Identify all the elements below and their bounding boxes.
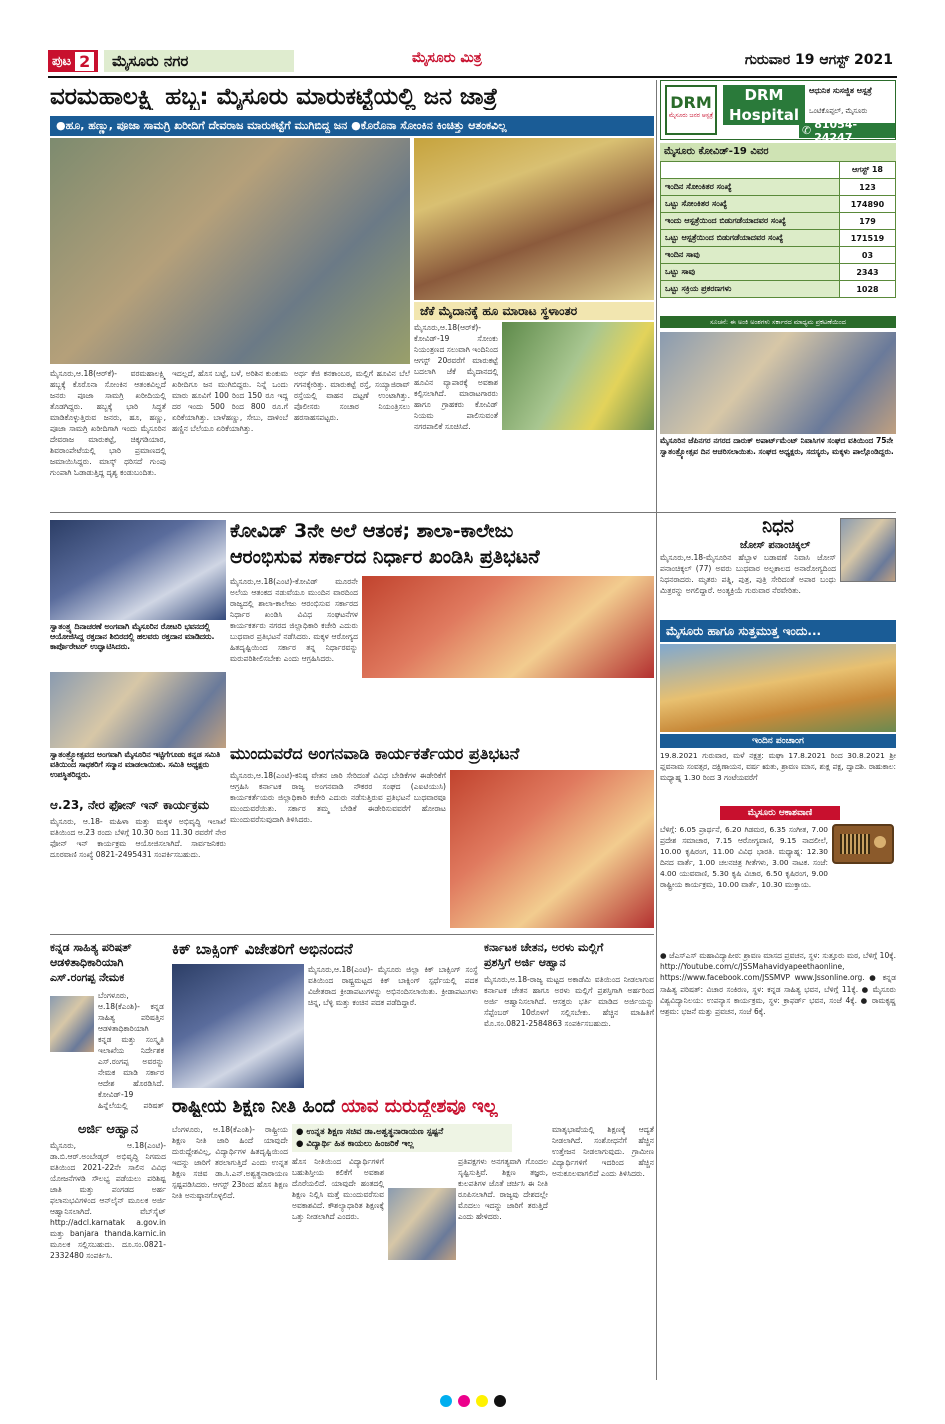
page-label: ಪುಟ xyxy=(52,53,72,69)
kickboxing-text: ಮೈಸೂರು,ಆ.18(ಎಂಟಿ)- ಮೈಸೂರು ಜಿಲ್ಲಾ ಕಿಕ್ ಬಾಕ್ಸಿಂಗ್ ಸಂಸ್ಥೆ ವತಿಯಿಂದ ರಾಷ್ಟ್ರಮಟ್ಟದ ಕಿಕ್ ಬಾಕ್ಸಿಂಗ್ ಸ್ಪರ್ಧೆಯಲ್ಲಿ ಪದಕ ವಿಜೇತರಾದ ಕ್ರೀಡಾಪಟುಗಳನ್ನು ಅಭಿನಂದಿಸಲಾಯಿತು. ಕ್ರೀಡಾಪಟುಗಳು ಚಿನ್ನ, ಬೆಳ್ಳಿ ಮತ್ತು ಕಂಚಿನ ಪದಕ ಪಡೆದಿದ್ದಾರೆ. xyxy=(308,965,478,1007)
chetana-headline-1: ಕರ್ನಾಟಕ ಚೇತನ, ಅರಳು ಮಲ್ಲಿಗೆ xyxy=(484,941,604,954)
anganwadi-text: ಮೈಸೂರು,ಆ.18(ಎಂಟಿ)-ಕನಿಷ್ಠ ವೇತನ ಜಾರಿ ಸೇರಿದಂತೆ ವಿವಿಧ ಬೇಡಿಕೆಗಳ ಈಡೇರಿಕೆಗೆ ಆಗ್ರಹಿಸಿ ಕರ್ನಾಟಕ ರಾಜ್ಯ ಅಂಗನವಾಡಿ ನೌಕರರ ಸಂಘದ (ಎಐಟಿಯುಸಿ) ಕಾರ್ಯಕರ್ತೆಯರು ಜಿಲ್ಲಾಧಿಕಾರಿ ಕಚೇರಿ ಎದುರು ನಡೆಸುತ್ತಿರುವ ಪ್ರತಿಭಟನೆ ಬುಧವಾರವೂ ಮುಂದುವರೆಯಿತು. ಸರ್ಕಾರ ತಮ್ಮ ಬೇಡಿಕೆ ಈಡೇರಿಸುವವರೆಗೆ ಹೋರಾಟ ಮುಂದುವರೆಸುವುದಾಗಿ ತಿಳಿಸಿದರು. xyxy=(230,771,446,824)
programs-listing: ● ಜೆಎಸ್‌ಎಸ್ ಮಹಾವಿದ್ಯಾಪೀಠ: ಶ್ರಾವಣ ಮಾಸದ ಪ್ರವಚನ, ಸ್ಥಳ: ಸುತ್ತೂರು ಮಠ, ಬೆಳಿಗ್ಗೆ 10ಕ್ಕೆ. http://Youtube.com/c/JSSMahavidyapeethaonline, https://www.facebook.com/JSSMVP www.Jssonline.org. ● ಕನ್ನಡ ಸಾಹಿತ್ಯ ಪರಿಷತ್: ವಿಚಾರ ಸಂಕಿರಣ, ಸ್ಥಳ: ಕನ್ನಡ ಸಾಹಿತ್ಯ ಭವನ, ಬೆಳಿಗ್ಗೆ 11ಕ್ಕೆ. ● ಮೈಸೂರು ವಿಶ್ವವಿದ್ಯಾನಿಲಯ: ಉಪನ್ಯಾಸ ಕಾರ್ಯಕ್ರಮ, ಸ್ಥಳ: ಕ್ರಾಫರ್ಡ್ ಭವನ, ಸಂಜೆ 4ಕ್ಕೆ. ● ರಾಮಕೃಷ್ಣ ಆಶ್ರಮ: ಭಜನೆ ಮತ್ತು ಪ್ರವಚನ, ಸಂಜೆ 6ಕ್ಕೆ. xyxy=(660,951,896,1017)
nep-text-col2: ಹೊಸ ನೀತಿಯಿಂದ ವಿದ್ಯಾರ್ಥಿಗಳಿಗೆ ಬಹುಶಿಸ್ತೀಯ ಕಲಿಕೆಗೆ ಅವಕಾಶ ದೊರೆಯಲಿದೆ. ಯಾವುದೇ ಹಂತದಲ್ಲಿ ಶಿಕ್ಷಣ ನಿಲ್ಲಿಸಿ ಮತ್ತೆ ಮುಂದುವರೆಸುವ ಅವಕಾಶವಿದೆ. ಕೌಶಲ್ಯಾಧಾರಿತ ಶಿಕ್ಷಣಕ್ಕೆ ಒತ್ತು ನೀಡಲಾಗಿದೆ ಎಂದರು. xyxy=(292,1157,384,1221)
chetana-headline xyxy=(484,940,654,970)
table-row: ಒಟ್ಟು ಸೋಂಕಿತರ ಸಂಖ್ಯೆ 174890 xyxy=(661,196,896,213)
flower-market-photo xyxy=(414,138,654,300)
kasapa-headline-1: ಕನ್ನಡ ಸಾಹಿತ್ಯ ಪರಿಷತ್ xyxy=(50,941,132,954)
lead-text-col3: ಅರ್ಧ ಕೆಜಿ ಕನಕಾಂಬರ, ಮಲ್ಲಿಗೆ ಹೂವಿನ ಬೆಲೆ ಗಗನಕ್ಕೇರಿತ್ತು. ಮಾರುಕಟ್ಟೆ ರಸ್ತೆ, ಸಯ್ಯಾಜಿರಾವ್ ರಸ್ತೆಯಲ್ಲಿ ವಾಹನ ದಟ್ಟಣೆ ಉಂಟಾಗಿತ್ತು. ಪೊಲೀಸರು ಸಂಚಾರ ನಿಯಂತ್ರಿಸಲು ಹರಸಾಹಸಪಟ್ಟರು. xyxy=(294,369,410,422)
chetana-text: ಮೈಸೂರು,ಆ.18-ರಾಜ್ಯ ಮಟ್ಟದ ಅಕಾಡೆಮಿ ವತಿಯಿಂದ ನೀಡಲಾಗುವ ಕರ್ನಾಟಕ ಚೇತನ ಹಾಗೂ ಅರಳು ಮಲ್ಲಿಗೆ ಪ್ರಶಸ್ತಿಗಾಗಿ ಅರ್ಹರಿಂದ ಅರ್ಜಿ ಆಹ್ವಾನಿಸಲಾಗಿದೆ. ಆಸಕ್ತರು ಭರ್ತಿ ಮಾಡಿದ ಅರ್ಜಿಯನ್ನು ಸೆಪ್ಟೆಂಬರ್ 10ರೊಳಗೆ ಸಲ್ಲಿಸಬೇಕು. ಹೆಚ್ಚಿನ ಮಾಹಿತಿಗೆ ಮೊ.ಸಂ.0821-2584863 ಸಂಪರ್ಕಿಸಬಹುದು. xyxy=(484,975,654,1028)
phone-in-text: ಮೈಸೂರು, ಆ.18- ಮಹಿಳಾ ಮತ್ತು ಮಕ್ಕಳ ಅಭಿವೃದ್ಧಿ ಇಲಾಖೆ ವತಿಯಿಂದ ಆ.23 ರಂದು ಬೆಳಿಗ್ಗೆ 10.30 ರಿಂದ 11.30 ರವರೆಗೆ ನೇರ ಫೋನ್ ಇನ್ ಕಾರ್ಯಕ್ರಮ ಆಯೋಜಿಸಲಾಗಿದೆ. ಸಾರ್ವಜನಿಕರು ದೂರವಾಣಿ ಸಂಖ್ಯೆ 0821-2495431 ಸಂಪರ್ಕಿಸಬಹುದು. xyxy=(50,817,226,859)
obituary-text: ಮೈಸೂರು,ಆ.18-ಮೈಸೂರಿನ ಹೆಬ್ಬಾಳ ಬಡಾವಣೆ ನಿವಾಸಿ ಜೋಸ್ ಪನಾಂಚಿಕ್ಕಲ್ (77) ಅವರು ಬುಧವಾರ ಅಲ್ಪಕಾಲದ ಅನಾರೋಗ್ಯದಿಂದ ನಿಧನರಾದರು. ಮೃತರು ಪತ್ನಿ, ಪುತ್ರ, ಪುತ್ರಿ ಸೇರಿದಂತೆ ಅಪಾರ ಬಂಧು ಮಿತ್ರರನ್ನು ಅಗಲಿದ್ದಾರೆ. ಅಂತ್ಯಕ್ರಿಯೆ ಗುರುವಾರ ನೆರವೇರಿತು. xyxy=(660,553,836,595)
anganwadi-protest-photo xyxy=(450,770,654,928)
hospital-logo-sub: ಮೈಸೂರು ಜನರ ಆಸ್ಪತ್ರೆ xyxy=(668,112,714,119)
school-protest-photo xyxy=(362,576,654,678)
covid-date: ಆಗಸ್ಟ್ 18 xyxy=(840,162,896,179)
radio-title: ಮೈಸೂರು ಆಕಾಶವಾಣಿ xyxy=(720,806,840,820)
table-row: ಇಂದಿನ ಸೋಂಕಿತರ ಸಂಖ್ಯೆ 123 xyxy=(661,179,896,196)
kasapa-headline-3: ಎಸ್.ರಂಗಪ್ಪ ನೇಮಕ xyxy=(50,971,125,984)
market-crowd-photo xyxy=(50,138,410,364)
phone-icon: ✆ xyxy=(802,124,812,137)
covid-table xyxy=(660,161,896,298)
blood-donation-photo xyxy=(50,520,226,620)
panchanga-title: ಇಂದಿನ ಪಂಚಾಂಗ xyxy=(660,734,896,748)
lead-text-col1: ಮೈಸೂರು,ಆ.18(ಆರ್‌ಕೆ)- ವರಮಹಾಲಕ್ಷ್ಮಿ ಹಬ್ಬಕ್ಕೆ ಕೊರೊನಾ ಸೋಂಕಿನ ಆತಂಕವಿಲ್ಲದೆ ಜನರು ಪೂಜಾ ಸಾಮಗ್ರಿ ಖರೀದಿಯಲ್ಲಿ ತೊಡಗಿದ್ದರು. ಹಬ್ಬಕ್ಕೆ ಭಾರಿ ಸಿದ್ಧತೆ ಮಾಡಿಕೊಳ್ಳುತ್ತಿರುವ ಜನರು, ಹೂ, ಹಣ್ಣು, ಪೂಜಾ ಸಾಮಗ್ರಿ ಖರೀದಿಗಾಗಿ ಇಂದು ಮೈಸೂರಿನ ದೇವರಾಜ ಮಾರುಕಟ್ಟೆ, ಚಿಕ್ಕಗಡಿಯಾರ, ಶಿವರಾಂಪೇಟೆಯಲ್ಲಿ ಭಾರಿ ಪ್ರಮಾಣದಲ್ಲಿ ಜಮಾಯಿಸಿದ್ದರು. ಮಾಸ್ಕ್ ಧರಿಸದೆ ಗುಂಪು ಗುಂಪಾಗಿ ಓಡಾಡುತ್ತಿದ್ದ ದೃಶ್ಯ ಕಂಡುಬಂದಿತು. xyxy=(50,369,166,477)
phone-in-title: ಆ.23, ನೇರ ಫೋನ್ ಇನ್ ಕಾರ್ಯಕ್ರಮ xyxy=(50,798,210,812)
nep-text-col4: ಮಾತೃಭಾಷೆಯಲ್ಲಿ ಶಿಕ್ಷಣಕ್ಕೆ ಆದ್ಯತೆ ನೀಡಲಾಗಿದೆ. ಸಂಶೋಧನೆಗೆ ಹೆಚ್ಚಿನ ಉತ್ತೇಜನ ನೀಡಲಾಗುವುದು. ಗ್ರಾಮೀಣ ವಿದ್ಯಾರ್ಥಿಗಳಿಗೆ ಇದರಿಂದ ಹೆಚ್ಚಿನ ಅನುಕೂಲವಾಗಲಿದೆ ಎಂದು ತಿಳಿಸಿದರು. xyxy=(552,1125,654,1178)
chetana-headline-2: ಪ್ರಶಸ್ತಿಗೆ ಅರ್ಜಿ ಆಹ್ವಾನ xyxy=(484,956,566,969)
panchanga-text: 19.8.2021 ಗುರುವಾರ, ಮಳೆ ನಕ್ಷತ್ರ: ಮಘಾ 17.8.2021 ರಿಂದ 30.8.2021 ಶ್ರೀ ಪ್ಲವನಾಮ ಸಂವತ್ಸರ, ದಕ್ಷಿಣಾಯನ, ವರ್ಷ ಋತು, ಶ್ರಾವಣ ಮಾಸ, ಶುಕ್ಲ ಪಕ್ಷ, ದ್ವಾದಶಿ. ರಾಹುಕಾಲ: ಮಧ್ಯಾಹ್ನ 1.30 ರಿಂದ 3 ಗಂಟೆಯವರೆಗೆ xyxy=(660,751,896,782)
page-number: 2 xyxy=(75,52,94,71)
hospital-logo xyxy=(665,85,717,135)
hospital-name: DRM Hospital xyxy=(723,85,805,125)
felicitation-photo xyxy=(50,672,226,748)
jk-grounds-headline: ಜೆಕೆ ಮೈದಾನಕ್ಕೆ ಹೂ ಮಾರಾಟ ಸ್ಥಳಾಂತರ xyxy=(414,302,654,320)
table-row: ಒಟ್ಟು ಆಸ್ಪತ್ರೆಯಿಂದ ಬಿಡುಗಡೆಯಾದವರ ಸಂಖ್ಯೆ 171519 xyxy=(661,230,896,247)
kickboxing-headline: ಕಿಕ್ ಬಾಕ್ಸಿಂಗ್ ವಿಜೇತರಿಗೆ ಅಭಿನಂದನೆ xyxy=(172,940,353,958)
school-headline-2: ಆರಂಭಿಸುವ ಸರ್ಕಾರದ ನಿರ್ಧಾರ ಖಂಡಿಸಿ ಪ್ರತಿಭಟನೆ xyxy=(230,546,540,568)
mysore-palace-photo xyxy=(660,644,896,732)
issue-date: ಗುರುವಾರ 19 ಆಗಸ್ಟ್ 2021 xyxy=(744,52,893,68)
table-row: ಇಂದಿನ ಸಾವು 03 xyxy=(661,247,896,264)
anganwadi-headline: ಮುಂದುವರೆದ ಅಂಗನವಾಡಿ ಕಾರ್ಯಕರ್ತೆಯರ ಪ್ರತಿಭಟನೆ xyxy=(230,744,520,763)
table-row: ಒಟ್ಟು ಸಕ್ರಿಯ ಪ್ರಕರಣಗಳು 1028 xyxy=(661,281,896,298)
felicitation-caption: ಸ್ವಾತಂತ್ರ್ಯೋತ್ಸವದ ಅಂಗವಾಗಿ ಮೈಸೂರಿನ ಇಟ್ಟಿಗೆಗೂಡು ಕನ್ನಡ ಸಮಿತಿ ವತಿಯಿಂದ ಸಾಧಕರಿಗೆ ಸನ್ಮಾನ ಮಾಡಲಾಯಿತು. ಸಮಿತಿ ಅಧ್ಯಕ್ಷರು ಉಪಸ್ಥಿತರಿದ್ದರು. xyxy=(50,750,221,779)
kasapa-text: ಬೆಂಗಳೂರು, ಆ.18(ಕೆಎಂಶಿ)- ಕನ್ನಡ ಸಾಹಿತ್ಯ ಪರಿಷತ್ತಿನ ಆಡಳಿತಾಧಿಕಾರಿಯಾಗಿ ಕನ್ನಡ ಮತ್ತು ಸಂಸ್ಕೃತಿ ಇಲಾಖೆಯ ನಿರ್ದೇಶಕ ಎಸ್.ರಂಗಪ್ಪ ಅವರನ್ನು ನೇಮಕ ಮಾಡಿ ಸರ್ಕಾರ ಆದೇಶ ಹೊರಡಿಸಿದೆ. ಕೋವಿಡ್-19 ಹಿನ್ನೆಲೆಯಲ್ಲಿ ಪರಿಷತ್ xyxy=(98,991,164,1110)
lead-text-col2: ಇದಲ್ಲದೆ, ಹೊಸ ಬಟ್ಟೆ, ಬಳೆ, ಅರಿಶಿನ ಕುಂಕುಮ ಖರೀದಿಗೂ ಜನ ಮುಗಿಬಿದ್ದರು. ನಿನ್ನೆ ಒಂದು ಮಾರು ಹೂವಿಗೆ 100 ರಿಂದ 150 ರೂ ಇದ್ದ ದರ ಇಂದು 500 ರಿಂದ 800 ರೂ.ಗೆ ಏರಿಕೆಯಾಗಿತ್ತು. ಬಾಳೆಹಣ್ಣು, ಸೇಬು, ದಾಳಿಂಬೆ ಹಣ್ಣಿನ ಬೆಲೆಯೂ ಏರಿಕೆಯಾಗಿತ್ತು. xyxy=(172,369,288,433)
covid-note: ಸೂಚನೆ: ಈ ಅಂಕಿ ಅಂಶಗಳು ಸರ್ಕಾರದ ಮಾಧ್ಯಮ ಪ್ರಕಟಣೆಯಿಂದ xyxy=(660,316,896,328)
obituary-name: ಜೋಸ್ ಪನಾಂಚಿಕ್ಕಲ್ xyxy=(740,540,811,551)
nep-headline-black: ರಾಷ್ಟ್ರೀಯ ಶಿಕ್ಷಣ ನೀತಿ ಹಿಂದೆ xyxy=(172,1096,336,1117)
jk-grounds-text: ಮೈಸೂರು,ಆ.18(ಆರ್‌ಕೆ)- ಕೋವಿಡ್-19 ಸೋಂಕು ನಿಯಂತ್ರಣದ ಸಲುವಾಗಿ ಇಂದಿನಿಂದ ಆಗಸ್ಟ್ 20ರವರೆಗೆ ಮಾರುಕಟ್ಟೆ ಬದಲಾಗಿ ಜೆಕೆ ಮೈದಾನದಲ್ಲಿ ಹೂವಿನ ವ್ಯಾಪಾರಕ್ಕೆ ಅವಕಾಶ ಕಲ್ಪಿಸಲಾಗಿದೆ. ಮಾರಾಟಗಾರರು ಹಾಗೂ ಗ್ರಾಹಕರು ಕೋವಿಡ್ ನಿಯಮ ಪಾಲಿಸುವಂತೆ ನಗರಪಾಲಿಕೆ ಸೂಚಿಸಿದೆ. xyxy=(414,323,498,431)
nep-headline xyxy=(172,1096,654,1117)
independence-caption: ಮೈಸೂರಿನ ಜೆಪಿನಗರ ನಗರದ ದಾರುಕ್ ಅಪಾರ್ಟ್‌ಮೆಂಟ್ ನಿವಾಸಿಗಳ ಸಂಘದ ವತಿಯಿಂದ 75ನೇ ಸ್ವಾತಂತ್ರ್ಯೋತ್ಸವ ದಿನ ಆಚರಿಸಲಾಯಿತು. ಸಂಘದ ಅಧ್ಯಕ್ಷರು, ಸದಸ್ಯರು, ಮಕ್ಕಳು ಪಾಲ್ಗೊಂಡಿದ್ದರು. xyxy=(660,436,894,456)
kasapa-headline xyxy=(50,940,162,985)
masthead: ಮೈಸೂರು ಮಿತ್ರ xyxy=(412,50,482,66)
hospital-ad xyxy=(660,80,896,144)
hospital-phone-box xyxy=(799,117,895,144)
independence-day-photo xyxy=(660,332,896,434)
radio-schedule: ಬೆಳಿಗ್ಗೆ: 6.05 ಪ್ರಾರ್ಥನೆ, 6.20 ಗಿಡಮರ, 6.35 ಸಂಗೀತ, 7.00 ಪ್ರದೇಶ ಸಮಾಚಾರ, 7.15 ಆರೋಗ್ಯವಾಣಿ, 9.15 ನಾದಲೀಲೆ, 10.00 ಕೃಷಿರಂಗ, 11.00 ವಿವಿಧ ಭಾರತಿ. ಮಧ್ಯಾಹ್ನ: 12.30 ದಿನದ ವಾರ್ತೆ, 1.00 ಚಲನಚಿತ್ರ ಗೀತೆಗಳು, 3.00 ನಾಟಕ. ಸಂಜೆ: 4.00 ಯುವವಾಣಿ, 5.30 ಕೃಷಿ ವಿಚಾರ, 6.50 ಕೃಷಿರಂಗ, 9.00 ರಾಷ್ಟ್ರೀಯ ಕಾರ್ಯಕ್ರಮ, 10.00 ವಾರ್ತೆ, 10.30 ಮುಕ್ತಾಯ. xyxy=(660,825,828,889)
application-text: ಮೈಸೂರು, ಆ.18(ಎಂಟಿ)- ಡಾ.ಬಿ.ಆರ್.ಅಂಬೇಡ್ಕರ್ ಅಭಿವೃದ್ಧಿ ನಿಗಮದ ವತಿಯಿಂದ 2021-22ನೇ ಸಾಲಿನ ವಿವಿಧ ಯೋಜನೆಗಳಡಿ ಸೌಲಭ್ಯ ಪಡೆಯಲು ಪರಿಶಿಷ್ಟ ಜಾತಿ ಮತ್ತು ಪಂಗಡದ ಅರ್ಹ ಫಲಾನುಭವಿಗಳಿಂದ ಆನ್‌ಲೈನ್ ಮೂಲಕ ಅರ್ಜಿ ಆಹ್ವಾನಿಸಲಾಗಿದೆ. ವೆಬ್‌ಸೈಟ್ http://adcl.karnatak a.gov.in ಮತ್ತು banjara thanda.karnic.in ಮೂಲಕ ಸಲ್ಲಿಸಬಹುದು. ದೂ.ಸಂ.0821-2332480 ಸಂಪರ್ಕಿಸಿ. xyxy=(50,1141,166,1260)
school-text: ಮೈಸೂರು,ಆ.18(ಎಂಟಿ)-ಕೋವಿಡ್ ಮೂರನೇ ಅಲೆಯ ಆತಂಕದ ನಡುವೆಯೂ ಮುಂದಿನ ವಾರದಿಂದ ರಾಜ್ಯದಲ್ಲಿ ಶಾಲಾ-ಕಾಲೇಜು ಆರಂಭಿಸುವ ಸರ್ಕಾರದ ನಿರ್ಧಾರ ಖಂಡಿಸಿ ವಿವಿಧ ಸಂಘಟನೆಗಳ ಕಾರ್ಯಕರ್ತರು ನಗರದ ಜಿಲ್ಲಾಧಿಕಾರಿ ಕಚೇರಿ ಎದುರು ಬುಧವಾರ ಪ್ರತಿಭಟನೆ ನಡೆಸಿದರು. ಮಕ್ಕಳ ಆರೋಗ್ಯದ ಹಿತದೃಷ್ಟಿಯಿಂದ ಸರ್ಕಾರ ತನ್ನ ನಿರ್ಧಾರವನ್ನು ಮರುಪರಿಶೀಲಿಸಬೇಕು ಎಂದು ಆಗ್ರಹಿಸಿದರು. xyxy=(230,577,358,663)
page-number-badge xyxy=(48,50,98,72)
today-title: ಮೈಸೂರು ಹಾಗೂ ಸುತ್ತಮುತ್ತ ಇಂದು... xyxy=(660,620,896,642)
nep-subheads xyxy=(292,1124,512,1152)
kasapa-headline-2: ಆಡಳಿತಾಧಿಕಾರಿಯಾಗಿ xyxy=(50,956,124,969)
blood-donation-caption: ಸ್ವಾತಂತ್ರ್ಯ ದಿನಾಚರಣೆ ಅಂಗವಾಗಿ ಮೈಸೂರಿನ ರೋಟರಿ ಭವನದಲ್ಲಿ ಆಯೋಜಿಸಿದ್ದ ರಕ್ತದಾನ ಶಿಬಿರದಲ್ಲಿ ಹಲವರು ರಕ್ತದಾನ ಮಾಡಿದರು. ಕಾರ್ಪೊರೇಟರ್ ಉದ್ಘಾಟಿಸಿದರು. xyxy=(50,622,215,651)
minister-portrait xyxy=(388,1188,456,1260)
lead-headline: ವರಮಹಾಲಕ್ಷ್ಮಿ ಹಬ್ಬ: ಮೈಸೂರು ಮಾರುಕಟ್ಟೆಯಲ್ಲಿ ಜನ ಜಾತ್ರೆ xyxy=(50,84,498,110)
table-row xyxy=(661,162,896,179)
obituary-portrait xyxy=(840,518,896,582)
header-divider xyxy=(48,76,897,78)
nep-subhead-2: ● ವಿದ್ಯಾರ್ಥಿ ಹಿತ ಕಾಯಲು ಹಿಂಜರಿಕೆ ಇಲ್ಲ xyxy=(296,1139,414,1149)
obituary-title: ನಿಧನ xyxy=(762,516,794,537)
print-color-bar xyxy=(0,1395,945,1409)
nep-subhead-1: ● ಉನ್ನತ ಶಿಕ್ಷಣ ಸಚಿವ ಡಾ.ಅಶ್ವತ್ಥನಾರಾಯಣ ಸ್ಪಷ್ಟನೆ xyxy=(296,1127,444,1137)
covid-title: ಮೈಸೂರು ಕೋವಿಡ್-19 ವಿವರ xyxy=(660,143,896,161)
section-title: ಮೈಸೂರು ನಗರ xyxy=(104,50,294,72)
kickboxing-team-photo xyxy=(172,964,304,1088)
nep-headline-red: ಯಾವ ದುರುದ್ದೇಶವೂ ಇಲ್ಲ xyxy=(341,1096,498,1117)
lead-strapline: ●ಹೂ, ಹಣ್ಣು, ಪೂಜಾ ಸಾಮಗ್ರಿ ಖರೀದಿಗೆ ದೇವರಾಜ ಮಾರುಕಟ್ಟೆಗೆ ಮುಗಿಬಿದ್ದ ಜನ ●ಕೊರೊನಾ ಸೋಂಕಿನ ಕಿಂಚಿತ್ತು ಆತಂಕವಿಲ್ಲ xyxy=(50,116,654,136)
rangappa-portrait xyxy=(50,996,94,1052)
hospital-phone: 81054-24247 xyxy=(814,117,858,144)
table-row: ಇಂದು ಆಸ್ಪತ್ರೆಯಿಂದ ಬಿಡುಗಡೆಯಾದವರ ಸಂಖ್ಯೆ 179 xyxy=(661,213,896,230)
hospital-logo-text: DRM xyxy=(670,93,712,112)
table-row: ಒಟ್ಟು ಸಾವು 2343 xyxy=(661,264,896,281)
jk-grounds-photo xyxy=(502,322,654,430)
hospital-tagline: ಆಧುನಿಕ ಸುಸಜ್ಜಿತ ಆಸ್ಪತ್ರೆ xyxy=(809,86,872,95)
school-headline-1: ಕೋವಿಡ್ 3ನೇ ಅಲೆ ಆತಂಕ; ಶಾಲಾ-ಕಾಲೇಜು xyxy=(230,520,514,542)
nep-text-col1: ಬೆಂಗಳೂರು, ಆ.18(ಕೆಎಂಶಿ)- ರಾಷ್ಟ್ರೀಯ ಶಿಕ್ಷಣ ನೀತಿ ಜಾರಿ ಹಿಂದೆ ಯಾವುದೇ ದುರುದ್ದೇಶವಿಲ್ಲ, ವಿದ್ಯಾರ್ಥಿಗಳ ಹಿತದೃಷ್ಟಿಯಿಂದ ಇದನ್ನು ಜಾರಿಗೆ ತರಲಾಗುತ್ತಿದೆ ಎಂದು ಉನ್ನತ ಶಿಕ್ಷಣ ಸಚಿವ ಡಾ.ಸಿ.ಎನ್.ಅಶ್ವತ್ಥನಾರಾಯಣ ಸ್ಪಷ್ಟಪಡಿಸಿದರು. ಆಗಸ್ಟ್ 23ರಿಂದ ಹೊಸ ಶಿಕ್ಷಣ ನೀತಿ ಅನುಷ್ಠಾನಗೊಳ್ಳಲಿದೆ. xyxy=(172,1125,288,1200)
nep-text-col3: ಪ್ರತಿಪಕ್ಷಗಳು ಅನಗತ್ಯವಾಗಿ ಗೊಂದಲ ಸೃಷ್ಟಿಸುತ್ತಿವೆ. ಶಿಕ್ಷಣ ತಜ್ಞರು, ಕುಲಪತಿಗಳ ಜೊತೆ ಚರ್ಚಿಸಿ ಈ ನೀತಿ ರೂಪಿಸಲಾಗಿದೆ. ರಾಜ್ಯವು ದೇಶದಲ್ಲೇ ಮೊದಲು ಇದನ್ನು ಜಾರಿಗೆ ತರುತ್ತಿದೆ ಎಂದು ಹೇಳಿದರು. xyxy=(458,1157,548,1221)
hospital-area: ಒಂಟಿಕೊಪ್ಪಲ್, ಮೈಸೂರು xyxy=(809,107,868,115)
radio-icon xyxy=(832,824,894,864)
application-title: ಅರ್ಜಿ ಆಹ್ವಾನ xyxy=(77,1122,139,1137)
